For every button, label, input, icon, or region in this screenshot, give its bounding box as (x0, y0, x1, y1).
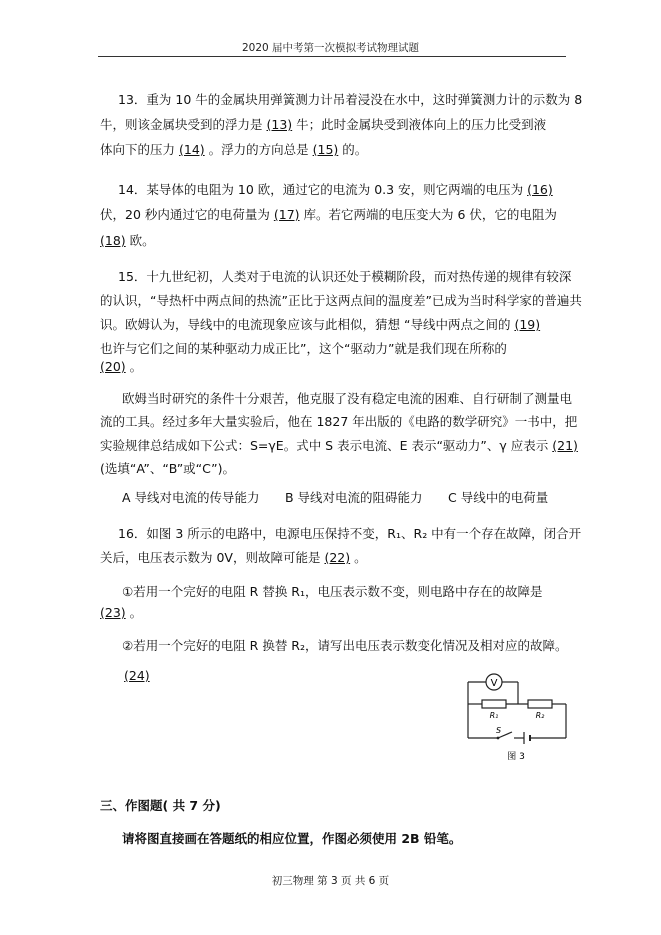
r2-label: R₂ (535, 711, 545, 720)
blank-23: (23) (100, 605, 126, 620)
q16-line1: 16．如图 3 所示的电路中，电源电压保持不变，R₁、R₂ 中有一个存在故障，闭合开 (118, 526, 582, 541)
page-footer: 初三物理 第 3 页 共 6 页 (271, 875, 390, 887)
blank-16: (16) (527, 182, 553, 197)
blank-14: (14) (178, 142, 205, 157)
r1-label: R₁ (489, 711, 499, 720)
blank-21: (21) (552, 438, 578, 453)
q13-line2: 牛，则该金属块受到的浮力是 (13) 牛；此时金属块受到液体向上的压力比受到液 (100, 117, 547, 132)
blank-24: (24) (124, 668, 150, 683)
q15-line2: 的认识，“导热杆中两点间的热流”正比于这两点间的温度差”已成为当时科学家的普遍共 (100, 293, 582, 308)
q15-p2-line2: 流的工具。经过多年大量实验后，他在 1827 年出版的《电路的数学研究》一书中，把 (100, 414, 578, 429)
blank-22: (22) (324, 550, 351, 565)
q15-line1: 15．十九世纪初，人类对于电流的认识还处于模糊阶段，而对热传递的规律有较深 (118, 269, 572, 284)
q16-sub1-line2: (23) 。 (100, 605, 143, 620)
q15-line3: 识。欧姆认为，导线中的电流现象应该与此相似，猜想 “导线中两点之间的 (19) (100, 317, 541, 332)
q14-line3: (18) 欧。 (100, 233, 155, 248)
blank-20: (20) (100, 359, 126, 374)
q15-line4: 也许与它们之间的某种驱动力成正比”，这个“驱动力”就是我们现在所称的 (100, 341, 507, 356)
switch-pivot (497, 737, 500, 740)
section-3-instruction: 请将图直接画在答题纸的相应位置，作图必须使用 2B 铅笔。 (122, 831, 462, 846)
q13-line3: 体向下的压力 (14) 。浮力的方向总是 (15) 的。 (100, 142, 368, 157)
q15-p2-line3: 实验规律总结成如下公式：S=γE。式中 S 表示电流、E 表示“驱动力”、γ 应表示 (21) (100, 438, 578, 453)
header-rule (98, 56, 566, 57)
q15-p2-line1: 欧姆当时研究的条件十分艰苦，他克服了没有稳定电流的困难、自行研制了测量电 (122, 391, 573, 406)
q16-line2: 关后，电压表示数为 0V，则故障可能是 (22) 。 (100, 550, 367, 565)
blank-19: (19) (514, 317, 541, 332)
q16-sub2: ②若用一个完好的电阻 R 换替 R₂，请写出电压表示数变化情况及相对应的故障。 (122, 638, 568, 653)
q13-line1: 13．重为 10 牛的金属块用弹簧测力计吊着浸没在水中，这时弹簧测力计的示数为 8 (118, 92, 583, 107)
resistor-r2 (528, 700, 552, 708)
option-a: A 导线对电流的传导能力 (122, 490, 260, 505)
option-c: C 导线中的电荷量 (448, 490, 549, 505)
page-header: 2020 届中考第一次模拟考试物理试题 (241, 42, 420, 54)
q14-line2: 伏，20 秒内通过它的电荷量为 (17) 库。若它两端的电压变大为 6 伏，它的电阻为 (100, 207, 557, 222)
voltmeter-label: V (490, 678, 498, 689)
q15-line5: (20) 。 (100, 359, 143, 374)
blank-18: (18) (100, 233, 126, 248)
blank-17: (17) (273, 207, 300, 222)
option-b: B 导线对电流的阻碍能力 (285, 490, 423, 505)
switch-label: S (496, 726, 502, 735)
blank-13: (13) (266, 117, 293, 132)
q15-p2-line4: (选填“A”、“B”或“C”)。 (100, 461, 235, 476)
circuit-figure (458, 670, 573, 765)
section-3-title: 三、作图题( 共 7 分) (100, 798, 221, 813)
q14-line1: 14．某导体的电阻为 10 欧，通过它的电流为 0.3 安，则它两端的电压为 (16) (118, 182, 553, 197)
resistor-r1 (482, 700, 506, 708)
blank-15: (15) (312, 142, 339, 157)
figure-caption: 图 3 (507, 752, 525, 762)
q16-sub1: ①若用一个完好的电阻 R 替换 R₁，电压表示数不变，则电路中存在的故障是 (122, 584, 543, 599)
